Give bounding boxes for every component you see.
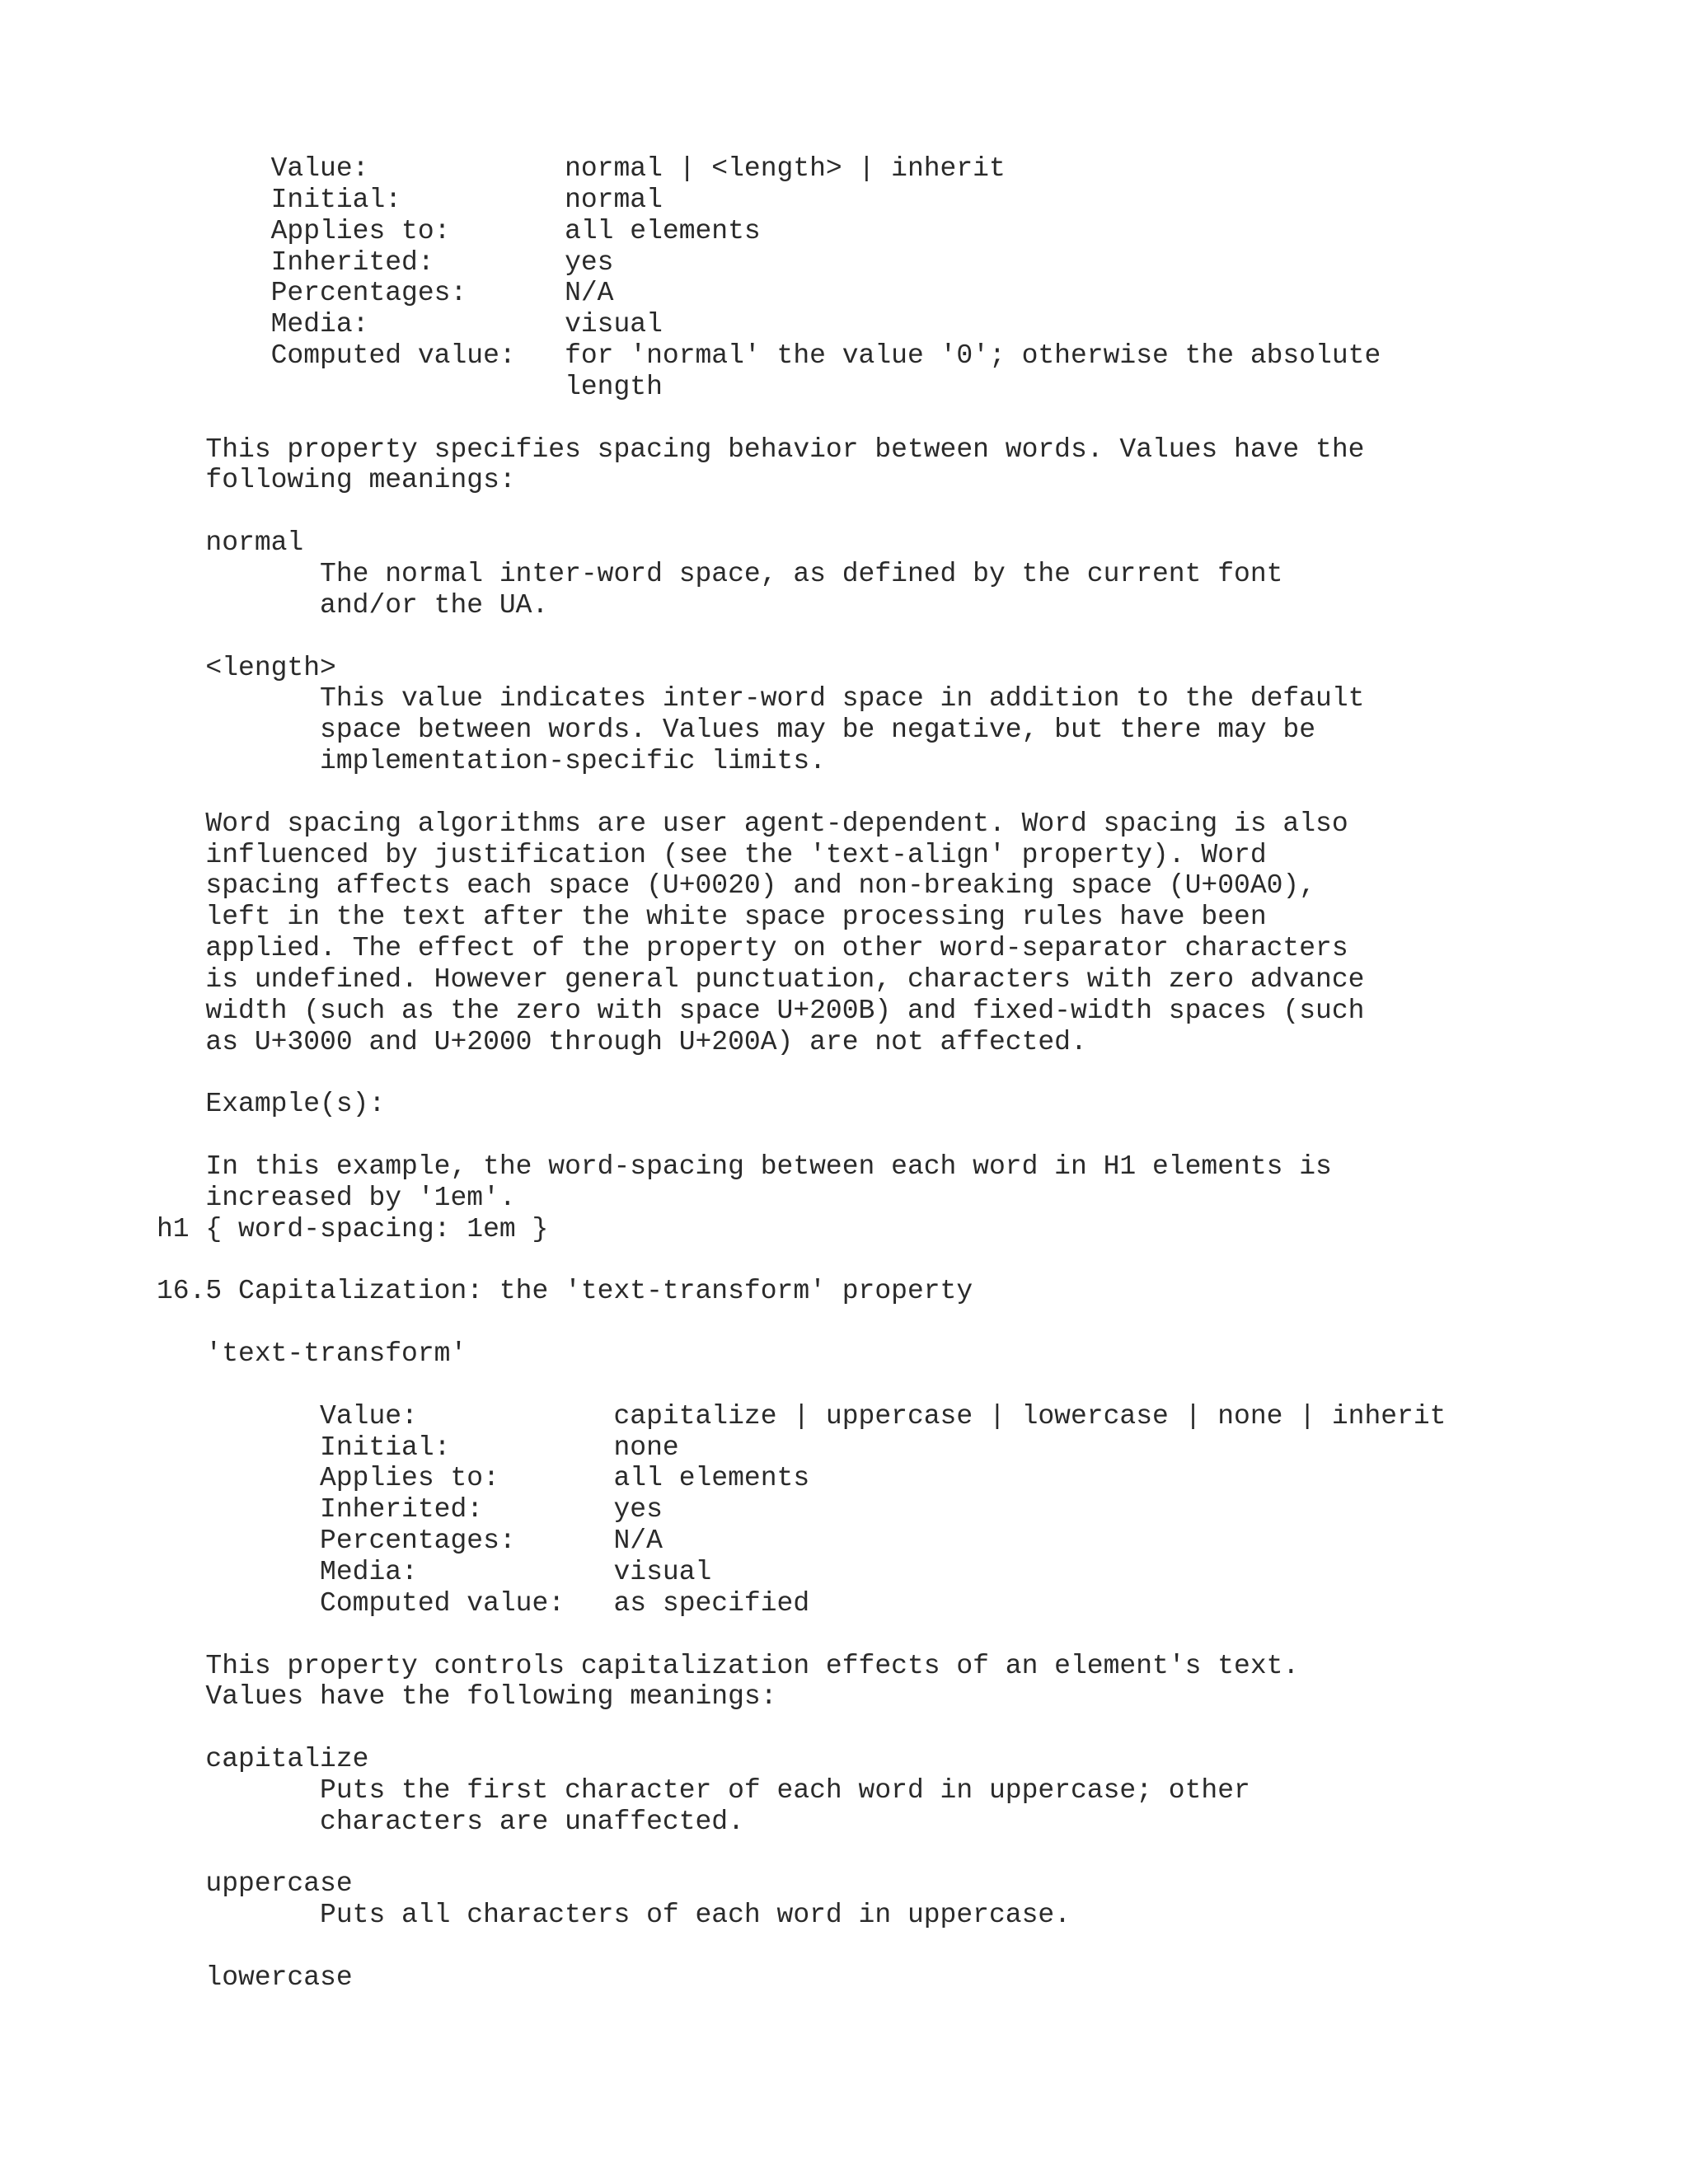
text-line bbox=[157, 1713, 1446, 1744]
text-line: Word spacing algorithms are user agent-dependent. Word spacing is also bbox=[157, 808, 1348, 839]
text-line: Percentages: N/A bbox=[157, 1526, 663, 1557]
text-line: Puts all characters of each word in uppercase. bbox=[157, 1900, 1071, 1931]
text-line: increased by '1em'. bbox=[157, 1182, 516, 1213]
text-line: lowercase bbox=[157, 1961, 353, 1993]
text-line: Puts the first character of each word in uppercase; other bbox=[157, 1774, 1250, 1806]
text-line: left in the text after the white space processing rules have been bbox=[157, 902, 1267, 933]
text-line: Media: visual bbox=[157, 309, 663, 340]
text-line: and/or the UA. bbox=[157, 589, 549, 621]
text-line: Value: capitalize | uppercase | lowercase | none | inherit bbox=[157, 1400, 1447, 1432]
text-line: normal bbox=[157, 527, 304, 559]
text-line: This value indicates inter-word space in addition to the default bbox=[157, 683, 1365, 715]
text-line bbox=[157, 1838, 1446, 1869]
text-line: This property controls capitalization effects of an element's text. bbox=[157, 1650, 1300, 1681]
text-line: capitalize bbox=[157, 1744, 369, 1775]
text-line bbox=[157, 1370, 1446, 1401]
text-line: Computed value: for 'normal' the value '0'; otherwise the absolute bbox=[157, 340, 1381, 372]
text-line: space between words. Values may be negative, but there may be bbox=[157, 715, 1316, 746]
text-line bbox=[157, 1307, 1446, 1338]
document-text bbox=[157, 153, 1446, 1994]
text-line: Percentages: N/A bbox=[157, 278, 614, 309]
text-line bbox=[157, 1931, 1446, 1962]
text-line bbox=[157, 403, 1446, 434]
text-line: Computed value: as specified bbox=[157, 1587, 810, 1619]
text-line: In this example, the word-spacing between each word in H1 elements is bbox=[157, 1151, 1332, 1182]
text-line: Media: visual bbox=[157, 1556, 712, 1587]
text-line: 16.5 Capitalization: the 'text-transform' property bbox=[157, 1276, 973, 1307]
text-line: is undefined. However general punctuation, characters with zero advance bbox=[157, 963, 1365, 995]
text-line: as U+3000 and U+2000 through U+200A) are not affected. bbox=[157, 1026, 1087, 1057]
text-line: This property specifies spacing behavior between words. Values have the bbox=[157, 434, 1365, 465]
text-line bbox=[157, 1057, 1446, 1089]
text-line: uppercase bbox=[157, 1868, 353, 1900]
text-line: Inherited: yes bbox=[157, 246, 614, 278]
text-line: influenced by justification (see the 'text-align' property). Word bbox=[157, 839, 1267, 870]
text-line: 'text-transform' bbox=[157, 1338, 467, 1370]
text-line: length bbox=[157, 371, 663, 402]
text-line: following meanings: bbox=[157, 465, 516, 496]
text-line: Value: normal | <length> | inherit bbox=[157, 153, 1006, 184]
text-line: The normal inter-word space, as defined by the current font bbox=[157, 558, 1283, 589]
text-line bbox=[157, 1245, 1446, 1277]
text-line: Applies to: all elements bbox=[157, 1463, 810, 1494]
text-line: Inherited: yes bbox=[157, 1494, 663, 1526]
text-line: h1 { word-spacing: 1em } bbox=[157, 1213, 549, 1244]
text-line: implementation-specific limits. bbox=[157, 746, 826, 777]
text-line: <length> bbox=[157, 652, 336, 683]
text-line: Initial: none bbox=[157, 1432, 679, 1463]
text-line: characters are unaffected. bbox=[157, 1806, 744, 1837]
text-line: Values have the following meanings: bbox=[157, 1681, 777, 1713]
text-line: spacing affects each space (U+0020) and non-breaking space (U+00A0), bbox=[157, 870, 1316, 902]
text-line: Example(s): bbox=[157, 1089, 386, 1120]
text-line bbox=[157, 496, 1446, 527]
text-line: Applies to: all elements bbox=[157, 215, 761, 246]
text-line bbox=[157, 1120, 1446, 1151]
text-line: applied. The effect of the property on other word-separator characters bbox=[157, 933, 1348, 964]
text-line bbox=[157, 621, 1446, 653]
text-line: Initial: normal bbox=[157, 184, 663, 215]
text-line: width (such as the zero with space U+200B) and fixed-width spaces (such bbox=[157, 995, 1365, 1026]
text-line bbox=[157, 1619, 1446, 1651]
text-line bbox=[157, 777, 1446, 808]
